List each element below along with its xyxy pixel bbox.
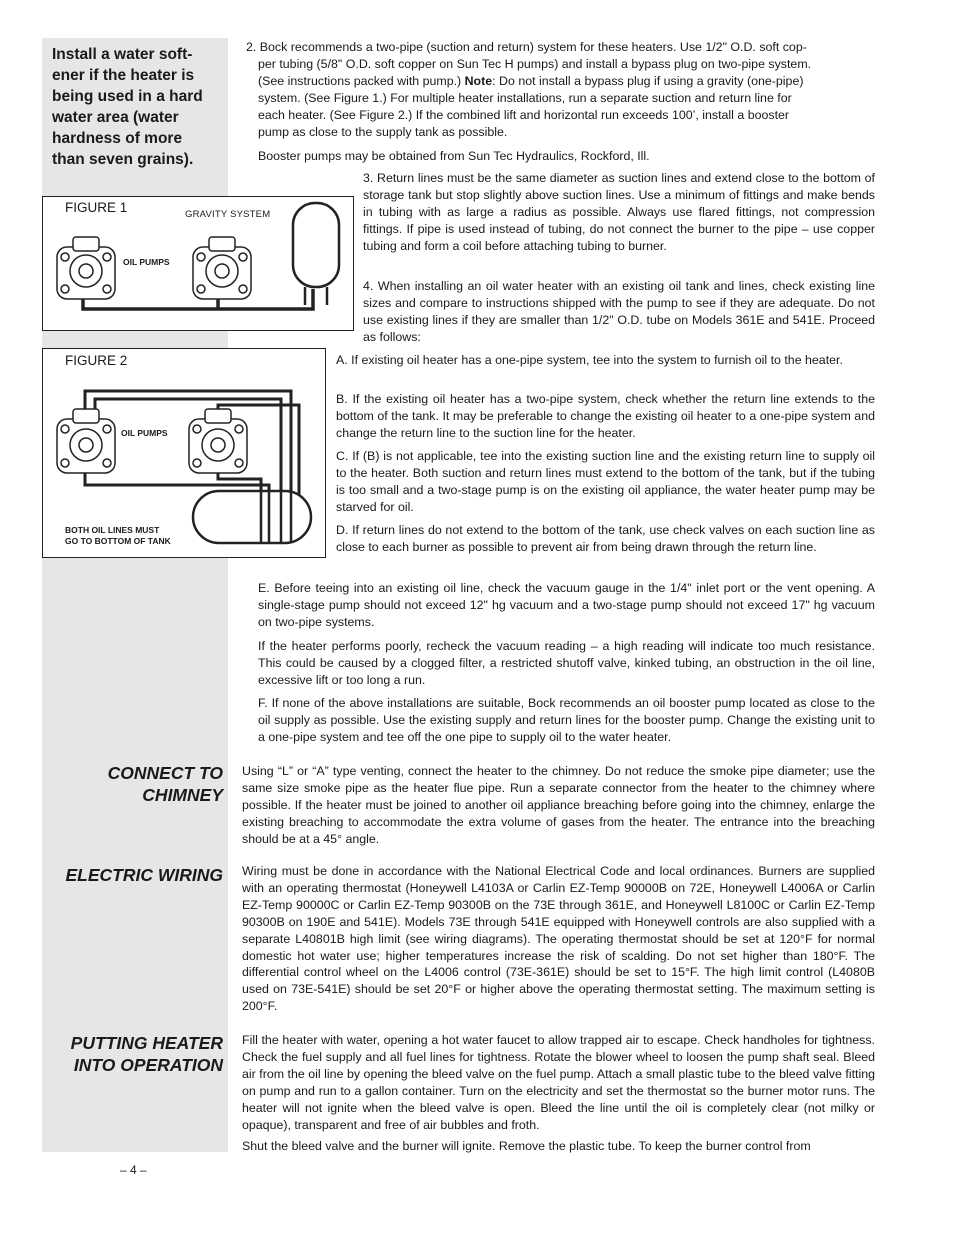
heading-connect-to-chimney: [108, 762, 223, 806]
heading-line: INTO OPERATION: [73, 1055, 223, 1075]
paragraph-b: B. If the existing oil heater has a two-pipe system, check whether the return line extends to the bottom of the tank. It may be preferable to change the existing oil heater to a one-pipe system and change the return line to the suction line for the heater.: [336, 392, 875, 440]
figure-1: [42, 196, 354, 331]
text-span: : Do not install a bypass plug if using a gravity (one-pipe): [492, 73, 804, 88]
heading-putting-heater-into-operation: [71, 1032, 223, 1076]
paragraph-d: D. If return lines do not extend to the bottom of the tank, use check valves on each suction line as close to each burner as possible to prevent air from being drawn through the return line.: [336, 523, 875, 554]
figure-2-note: [65, 525, 171, 547]
figure-1-label: FIGURE 1: [65, 200, 128, 215]
heading-electric-wiring: [66, 864, 224, 886]
figure-2-label: FIGURE 2: [65, 353, 128, 368]
operation-text-continued: Shut the bleed valve and the burner will ignite. Remove the plastic tube. To keep the burner control from: [242, 1139, 811, 1153]
sidebar-note-line: ener if the heater is: [52, 67, 195, 84]
figure-2-note-line-2: GO TO BOTTOM OF TANK: [65, 536, 171, 546]
gravity-system-diagram: [43, 197, 353, 330]
heading-line: CONNECT TO: [107, 763, 223, 783]
sidebar-note-line: being used in a hard: [52, 88, 203, 105]
page-number: – 4 –: [120, 1163, 147, 1177]
text-line: system. (See Figure 1.) For multiple heater installations, run a separate suction and return line for: [258, 90, 792, 105]
operation-text: Fill the heater with water, opening a hot water faucet to allow trapped air to escape. Check handholes for tightness. Check the fuel supply and all fuel lines for tightness. Rotate the blower wheel to loosen the pump shaft seal. Bleed air from the oil line by opening the bleed valve on the fuel pump. Attach a small plastic tube to the bleed valve fitting on pump and run to a gallon container. Turn on the electricity and set the thermostat so the burner motor runs. The heater will not ignite when the bleed valve is open. Bleed the line until the oil is completely clear (not milky or opaque), transparent and free of air bubbles and froth.: [242, 1033, 875, 1132]
sidebar-note-line: Install a water soft-: [52, 46, 193, 63]
paragraph-2: [246, 39, 876, 140]
sidebar-note-line: than seven grains).: [52, 151, 194, 168]
text-line: per tubing (5/8" O.D. soft copper on Sun Tec H pumps) and install a bypass plug on two-pipe system.: [258, 56, 812, 71]
paragraph-e: E. Before teeing into an existing oil line, check the vacuum gauge in the 1/4" inlet port or the vent opening. A single-stage pump should not exceed 12" hg vacuum and a two-stage pump should not exceed 17" hg vacuum on two-pipe systems.: [258, 581, 875, 629]
text-line: 2. Bock recommends a two-pipe (suction and return) system for these heaters. Use 1/2" O.D. soft cop-: [246, 40, 807, 54]
paragraph-e-followup: If the heater performs poorly, recheck the vacuum reading – a high reading will indicate too much resistance. This could be caused by a clogged filter, a restricted shutoff valve, kinked tubing, an obstruction in the oil line, excessive lift or too long a run.: [258, 639, 875, 687]
figure-2: [42, 348, 326, 558]
booster-note: Booster pumps may be obtained from Sun Tec Hydraulics, Rockford, Ill.: [258, 149, 650, 163]
chimney-text: Using “L” or “A” type venting, connect the heater to the chimney. Do not reduce the smoke pipe diameter; use the same size smoke pipe as the heater flue pipe. Run a separate connector from the heater to the chimney where possible. If the heater must be joined to another oil appliance breaching before going into the chimney, enlarge the existing breaching to accommodate the extra volume of gases from the heater. The entrance into the breaching should be at a 45° angle.: [242, 764, 875, 846]
sidebar-note-line: water area (water: [52, 109, 179, 126]
text-line: [246, 73, 876, 90]
paragraph-4: 4. When installing an oil water heater with an existing oil tank and lines, check existing line sizes and compare to instructions shipped with the pump to see if they are adequate. Do not use existing lines if they are smaller than 1/2" O.D. tube on Models 361E and 541E. Proceed as follows:: [363, 279, 875, 344]
text-span: (See instructions packed with pump.): [258, 73, 465, 88]
figure-1-pumps-label: OIL PUMPS: [123, 257, 170, 267]
text-line: pump as close to the supply tank as possible.: [258, 124, 508, 139]
heading-line: CHIMNEY: [142, 785, 223, 805]
text-line: each heater. (See Figure 2.) If the combined lift and horizontal run exceeds 100’, install a booster: [258, 107, 790, 122]
heading-line: ELECTRIC WIRING: [65, 865, 223, 885]
sidebar-note: [52, 44, 224, 170]
paragraph-a: A. If existing oil heater has a one-pipe system, tee into the system to furnish oil to the heater.: [336, 353, 843, 367]
note-label: Note: [464, 73, 493, 88]
figure-2-note-line-1: BOTH OIL LINES MUST: [65, 525, 160, 535]
sidebar-note-line: hardness of more: [52, 130, 183, 147]
paragraph-c: C. If (B) is not applicable, tee into the existing suction line and the existing return line to supply oil to the heater. Both suction and return lines must extend to the bottom of the tank, but if the tubing is too small and a two-stage pump is on the existing oil appliance, the water heater pump may be starved for oil.: [336, 449, 875, 514]
wiring-text: Wiring must be done in accordance with the National Electrical Code and local ordinances. Burners are supplied with an operating thermostat (Honeywell L4103A or Carlin EZ-Temp 90000B on 72E, Honeywell L4006A or Carlin EZ-Temp 90000C or Carlin EZ-Temp 90300B on the 73E through 361E, and Honeywell L8100C or Carlin EZ-Temp 90300B on 190E and 541E). Models 73E through 541E equipped with Honeywell controls are also supplied with a separate L40801B high limit (see wiring diagrams). The operating thermostat should be set at 120°F for normal domestic hot water use; higher temperatures increase the risk of scalding. Do not set higher than 180°F. The differential control wheel on the L4006 control (73E-361E) should be set to 15°F. The high limit control (L4080B used on 73E-541E) should be set 20°F or higher above the operating thermostat setting. The maximum setting is 200°F.: [242, 864, 875, 1014]
heading-line: PUTTING HEATER: [70, 1033, 223, 1053]
figure-2-pumps-label: OIL PUMPS: [121, 428, 168, 438]
paragraph-f: F. If none of the above installations are suitable, Bock recommends an oil booster pump located as close to the oil supply as possible. Use the existing supply and return lines for the booster pump. Change the existing unit to a one-pipe system and tee off the one pipe to supply oil to the water heater.: [258, 696, 875, 744]
paragraph-3: 3. Return lines must be the same diameter as suction lines and extend close to the bottom of storage tank but stop slightly above suction lines. Use a minimum of fittings and make bends in tubing with as large a radius as possible. Always use flared fittings, not compression fittings. If pipe is used instead of tubing, do not connect the burner to the pipe – use copper tubing and form a coil before attaching tubing to burner.: [363, 171, 875, 253]
figure-1-caption: GRAVITY SYSTEM: [185, 209, 271, 220]
